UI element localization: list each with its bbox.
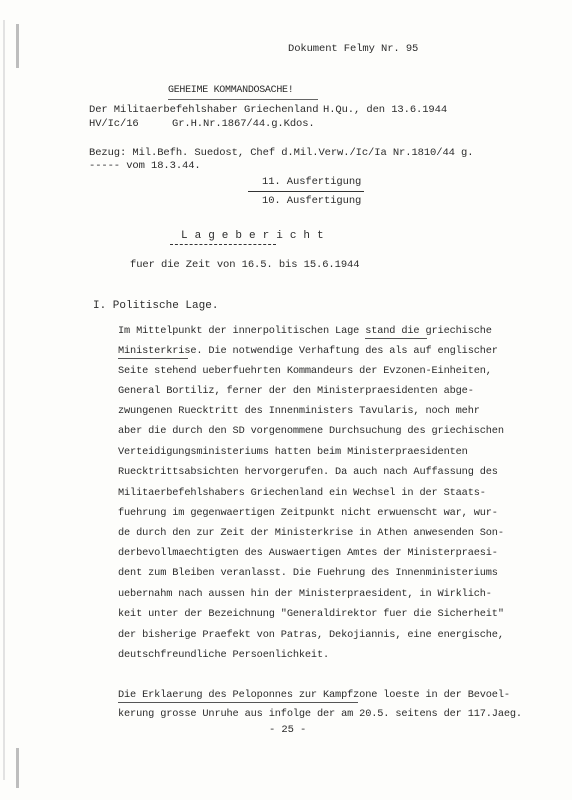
body-line: aber die durch den SD vorgenommene Durchsuchung des griechischen	[118, 425, 504, 437]
page-number: - 25 -	[269, 724, 307, 736]
body-line: Die Erklaerung des Peloponnes zur Kampfzone loeste in der Bevoel-	[118, 689, 510, 701]
section-heading: I. Politische Lage.	[93, 300, 219, 312]
classification-underline	[168, 99, 318, 100]
body-line: kerung grosse Unruhe aus infolge der am 20.5. seitens der 117.Jaeg.	[118, 708, 522, 720]
punch-mark-top	[16, 24, 19, 68]
body-line: dent zum Bleiben veranlasst. Die Fuehrung des Innenministeriums	[118, 567, 498, 579]
body-line: derbevollmaechtigten des Auswaertigen Amtes der Ministerpraesi-	[118, 547, 498, 559]
document-title: L a g e b e r i c h t	[181, 230, 324, 242]
body-line: Ruecktrittsabsichten hervorgerufen. Da auch nach Auffassung des	[118, 466, 498, 478]
copy-separator	[248, 191, 364, 192]
body-line: zwungenen Ruecktritt des Innenministers Tavularis, noch mehr	[118, 405, 480, 417]
classification-stamp: GEHEIME KOMMANDOSACHE!	[168, 85, 294, 96]
document-number: Dokument Felmy Nr. 95	[288, 43, 419, 55]
body-line: der bisherige Praefekt von Patras, Dekojiannis, eine energische,	[118, 629, 504, 641]
body-line: Militaerbefehlshabers Griechenland ein Wechsel in der Staats-	[118, 487, 486, 499]
reference-date: ----- vom 18.3.44.	[89, 160, 201, 172]
scan-edge-shadow	[3, 20, 5, 780]
body-line: Ministerkrise. Die notwendige Verhaftung des als auf englischer	[118, 345, 498, 357]
body-line: Seite stehend ueberfuehrten Kommandeurs der Evzonen-Einheiten,	[118, 365, 492, 377]
underline-ministerkrise	[118, 358, 188, 359]
body-line: de durch den zur Zeit der Ministerkrise in Athen anwesenden Son-	[118, 527, 504, 539]
copy-number-11: 11. Ausfertigung	[262, 176, 362, 188]
body-line: deutschfreundliche Persoenlichkeit.	[118, 649, 330, 661]
reference-bezug: Bezug: Mil.Befh. Suedost, Chef d.Mil.Verw./Ic/Ia Nr.1810/44 g.	[89, 147, 474, 159]
punch-mark-bottom	[16, 748, 19, 788]
body-line: uebernahm nach aussen hin der Ministerpraesident, in Wirklich-	[118, 588, 492, 600]
sender-name: Der Militaerbefehlshaber Griechenland	[89, 104, 319, 116]
body-line: keit unter der Bezeichnung "Generaldirektor fuer die Sicherheit"	[118, 608, 504, 620]
body-line: Verteidigungsministeriums hatten beim Ministerpraesidenten	[118, 446, 468, 458]
reference-number: Gr.H.Nr.1867/44.g.Kdos.	[172, 118, 315, 130]
body-line: General Bortiliz, ferner der den Ministerpraesidenten abge-	[118, 385, 474, 397]
reporting-period: fuer die Zeit von 16.5. bis 15.6.1944	[130, 259, 360, 271]
body-line: fuehrung im gegenwaertigen Zeitpunkt nicht erwuenscht war, wur-	[118, 507, 498, 519]
body-line: Im Mittelpunkt der innerpolitischen Lage stand die griechische	[118, 325, 492, 337]
title-underline	[170, 244, 276, 245]
copy-number-10: 10. Ausfertigung	[262, 195, 362, 207]
underline-griechische	[365, 338, 427, 339]
sender-office: HV/Ic/16	[89, 118, 139, 130]
place-date: H.Qu., den 13.6.1944	[323, 104, 448, 116]
underline-kampfzone	[118, 702, 358, 703]
